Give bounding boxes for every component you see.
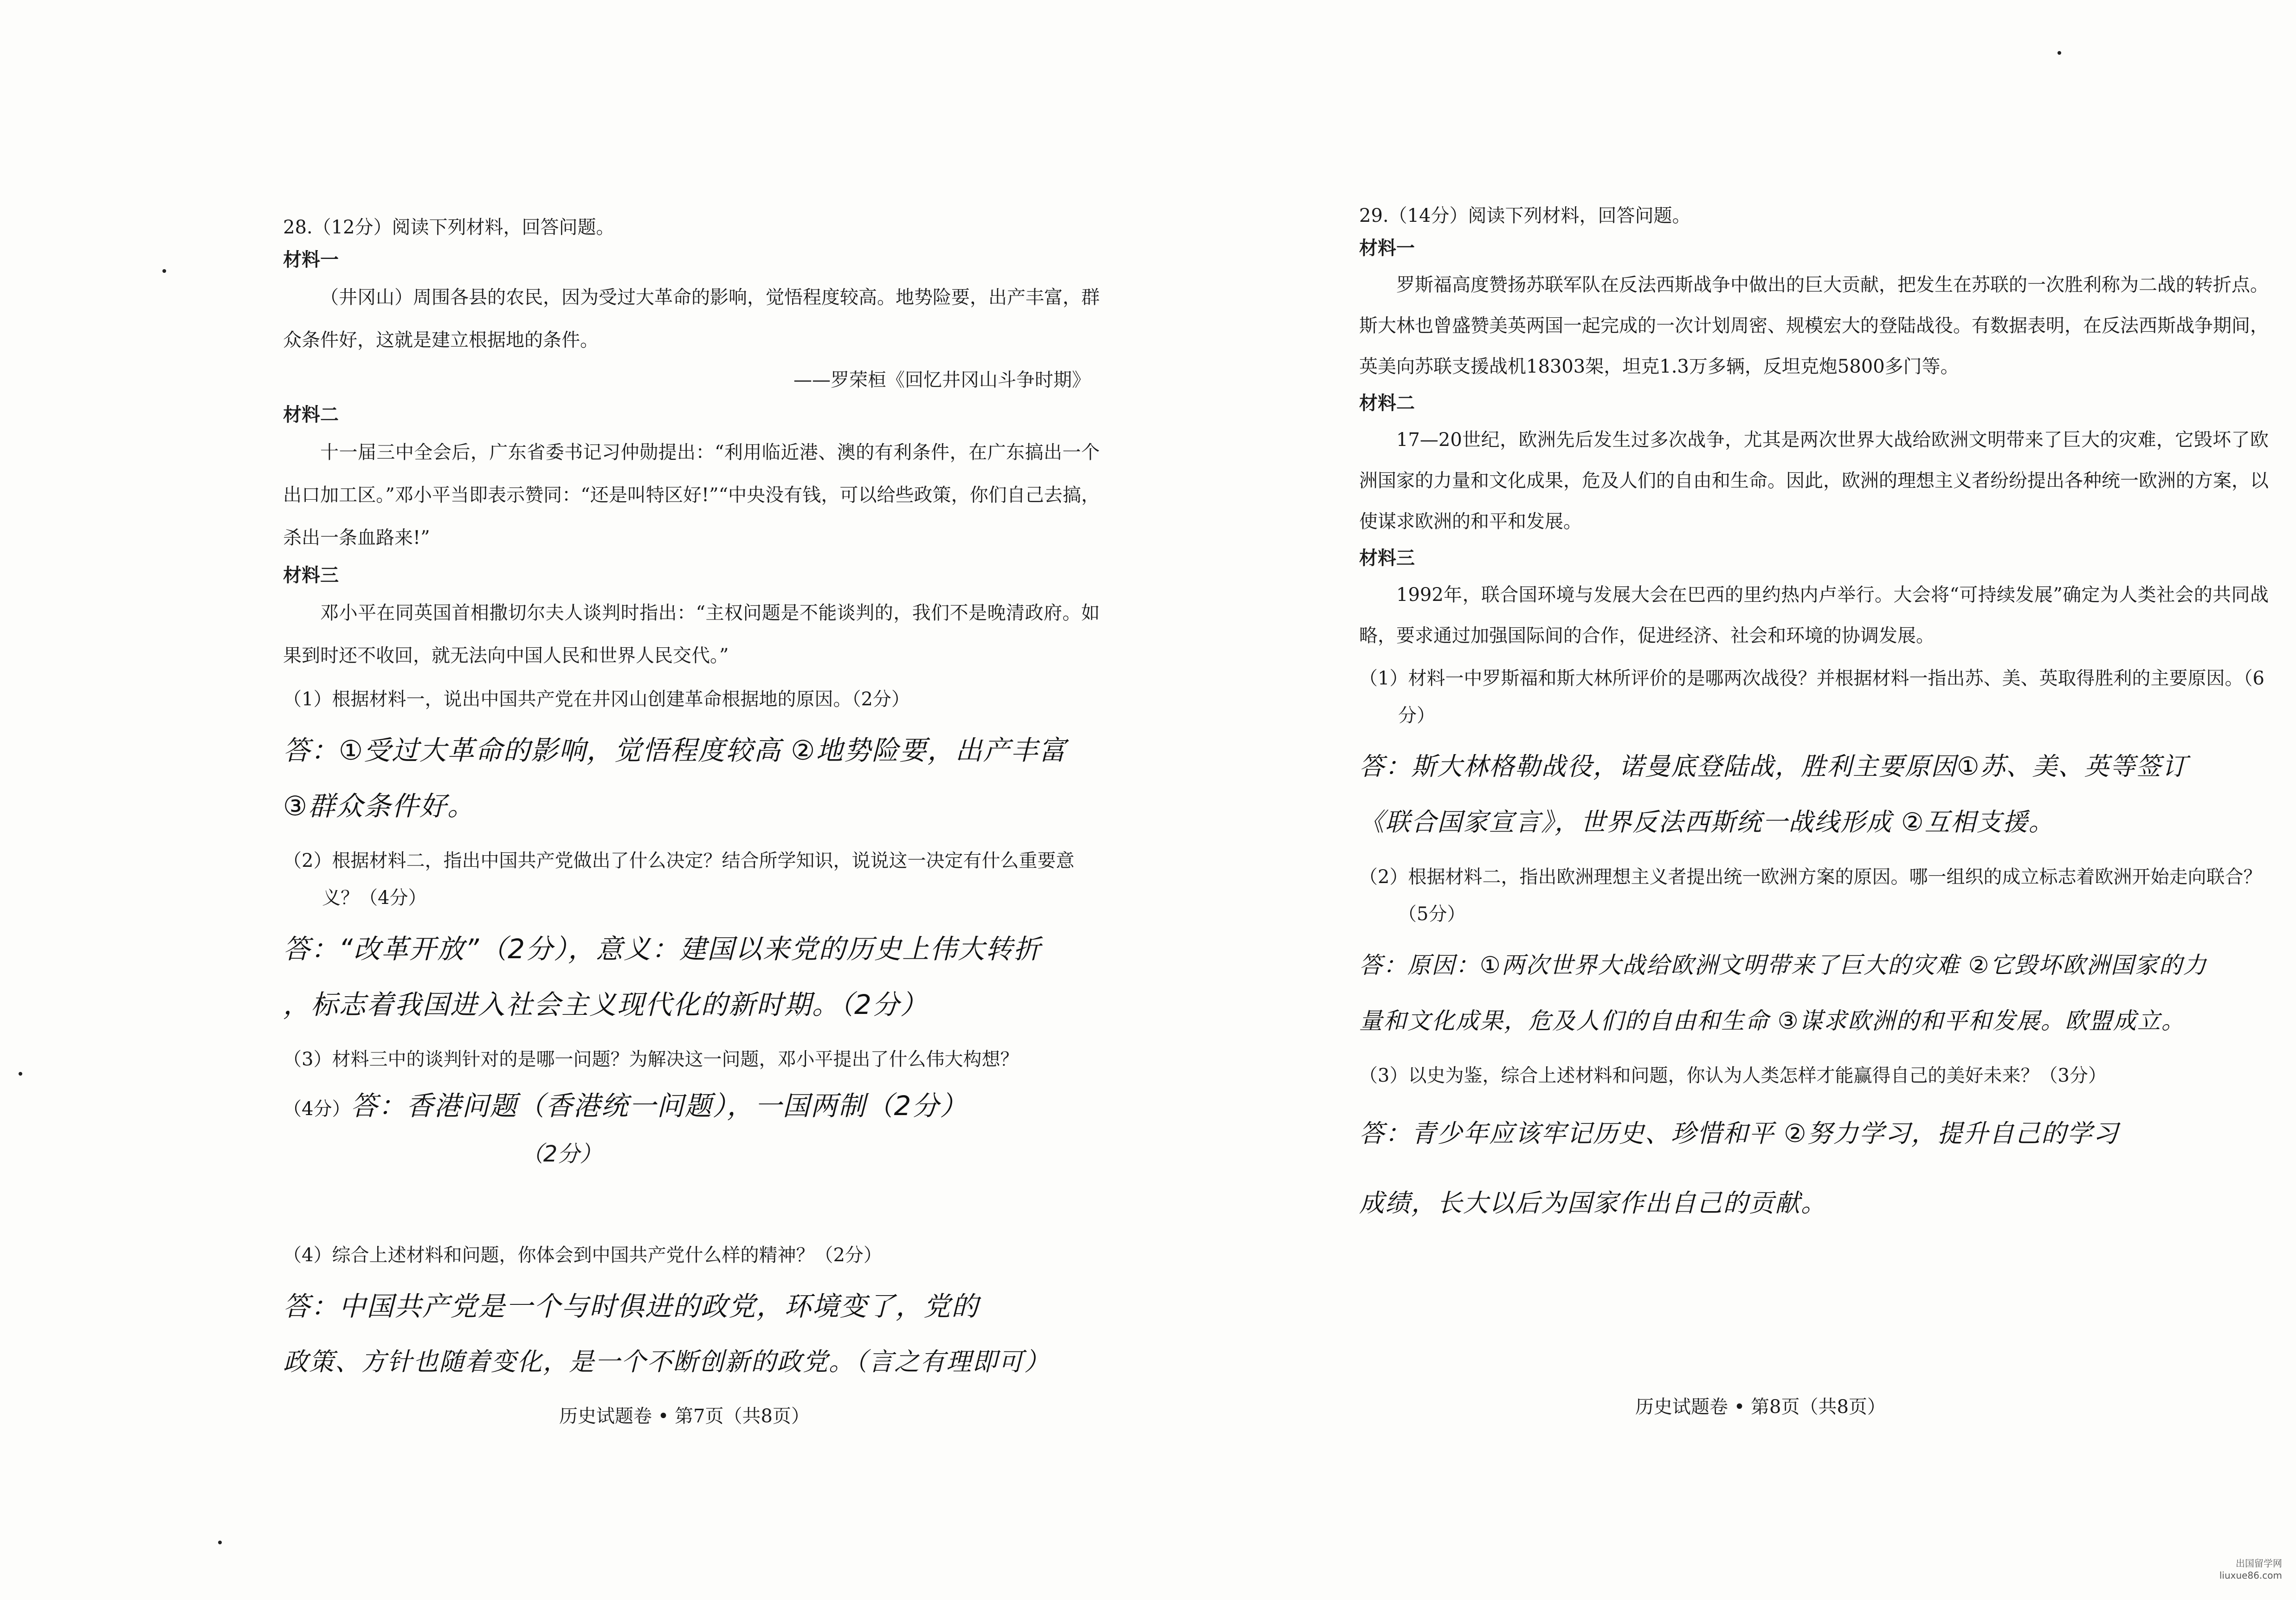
exam-page-8 [1148, 0, 2296, 1600]
handwritten-answer [283, 1278, 1100, 1390]
scan-speck [218, 1541, 222, 1544]
material-label: 材料三 [1359, 548, 1415, 569]
handwritten-answer [283, 921, 1100, 1032]
material-label: 材料一 [1359, 238, 1415, 259]
question-header: 29.（14分）阅读下列材料，回答问题。 [1359, 205, 1691, 226]
watermark-line: liuxue86.com [2219, 1570, 2282, 1581]
answer-line: 《联合国家宣言》，世界反法西斯统一战线形成 ②互相支援。 [1359, 807, 2055, 837]
material-text: 罗斯福高度赞扬苏联军队在反法西斯战争中做出的巨大贡献，把发生在苏联的一次胜利称为二战的转折点。斯大林也曾盛赞美英两国一起完成的一次计划周密、规模宏大的登陆战役。有数据表明，在反法西斯战争期间，英美向苏联支援战机18303架，坦克1.3万多辆，反坦克炮5800多门等。 [1359, 274, 2269, 377]
page-footer: 历史试题卷 • 第8页（共8页） [1635, 1396, 1886, 1418]
answer-score: （2分） [521, 1141, 602, 1167]
handwritten-answer [1359, 1099, 2269, 1238]
scan-speck [162, 269, 166, 273]
material-text: 17—20世纪，欧洲先后发生过多次战争，尤其是两次世界大战给欧洲文明带来了巨大的灾难，它毁坏了欧洲国家的力量和文化成果，危及人们的自由和生命。因此，欧洲的理想主义者纷纷提出各种统一欧洲的方案，以使谋求欧洲的和平和发展。 [1359, 429, 2269, 532]
answer-line: ，标志着我国进入社会主义现代化的新时期。（2分） [283, 989, 928, 1020]
answer-line: ③群众条件好。 [283, 790, 475, 822]
sub-question: （2）根据材料二，指出中国共产党做出了什么决定？结合所学知识，说说这一决定有什么重要意义？（4分） [283, 850, 1075, 909]
material-text: （井冈山）周围各县的农民，因为受过大革命的影响，觉悟程度较高。地势险要，出产丰富，群众条件好，这就是建立根据地的条件。 [283, 287, 1100, 351]
answer-line: 答：“改革开放”（2分），意义：建国以来党的历史上伟大转折 [283, 933, 1041, 965]
answer-line: 政策、方针也随着变化，是一个不断创新的政党。（言之有理即可） [283, 1347, 1050, 1376]
question-29 [1359, 200, 2269, 1246]
sub-question: （4）综合上述材料和问题，你体会到中国共产党什么样的精神？（2分） [283, 1245, 882, 1266]
sub-question: （1）根据材料一，说出中国共产党在井冈山创建革命根据地的原因。（2分） [283, 689, 910, 710]
question-header: 28.（12分）阅读下列材料，回答问题。 [283, 217, 615, 238]
scan-speck [2057, 51, 2061, 55]
answer-line: 量和文化成果，危及人们的自由和生命 ③谋求欧洲的和平和发展。欧盟成立。 [1359, 1007, 2186, 1034]
answer-line: 答：①受过大革命的影响，觉悟程度较高 ②地势险要，出产丰富 [283, 735, 1067, 766]
handwritten-answer [1359, 937, 2269, 1049]
handwritten-answer [1359, 739, 2269, 850]
material-text: 邓小平在同英国首相撒切尔夫人谈判时指出：“主权问题是不能谈判的，我们不是晚清政府。如果到时还不收回，就无法向中国人民和世界人民交代。” [283, 602, 1100, 666]
answer-line: 答：斯大林格勒战役，诺曼底登陆战，胜利主要原因①苏、美、英等签订 [1359, 752, 2188, 781]
answer-text: 答：香港问题（香港统一问题），一国两制（2分） [350, 1090, 968, 1122]
answer-line: 答：原因：①两次世界大战给欧洲文明带来了巨大的灾难 ②它毁坏欧洲国家的力 [1359, 952, 2207, 979]
handwritten-answer [283, 1078, 1100, 1137]
material-label: 材料二 [1359, 393, 1415, 414]
answer-line: 成绩，长大以后为国家作出自己的贡献。 [1359, 1188, 1827, 1218]
material-label: 材料二 [283, 404, 339, 426]
site-watermark [2219, 1557, 2282, 1581]
material-label: 材料一 [283, 249, 339, 271]
material-source: ——罗荣桓《回忆井冈山斗争时期》 [793, 369, 1090, 391]
question-28 [283, 211, 1100, 1398]
question-score: （4分） [283, 1098, 351, 1120]
sub-question: （2）根据材料二，指出欧洲理想主义者提出统一欧洲方案的原因。哪一组织的成立标志着欧洲开始走向联合？（5分） [1359, 866, 2262, 925]
sub-question: （3）材料三中的谈判针对的是哪一问题？为解决这一问题，邓小平提出了什么伟大构想？ [283, 1049, 1019, 1070]
handwritten-answer [283, 723, 1100, 834]
answer-line: 答：青少年应该牢记历史、珍惜和平 ②努力学习，提升自己的学习 [1359, 1119, 2119, 1148]
material-text: 十一届三中全会后，广东省委书记习仲勋提出：“利用临近港、澳的有利条件，在广东搞出一个出口加工区。”邓小平当即表示赞同：“还是叫特区好!”“中央没有钱，可以给些政策，你们自己去搞，杀出一条血路来!” [283, 442, 1100, 548]
material-text: 1992年，联合国环境与发展大会在巴西的里约热内卢举行。大会将“可持续发展”确定为人类社会的共同战略，要求通过加强国际间的合作，促进经济、社会和环境的协调发展。 [1359, 584, 2269, 646]
material-label: 材料三 [283, 565, 339, 586]
answer-line: 答：中国共产党是一个与时俱进的政党，环境变了，党的 [283, 1290, 980, 1322]
watermark-line: 出国留学网 [2236, 1558, 2282, 1569]
scan-speck [19, 1072, 22, 1076]
sub-question: （3）以史为鉴，综合上述材料和问题，你认为人类怎样才能赢得自己的美好未来？（3分） [1359, 1065, 2107, 1086]
sub-question: （1）材料一中罗斯福和斯大林所评价的是哪两次战役？并根据材料一指出苏、美、英取得胜利的主要原因。（6分） [1359, 668, 2264, 726]
answer-line [283, 1078, 1100, 1137]
page-footer: 历史试题卷 • 第7页（共8页） [559, 1406, 810, 1427]
